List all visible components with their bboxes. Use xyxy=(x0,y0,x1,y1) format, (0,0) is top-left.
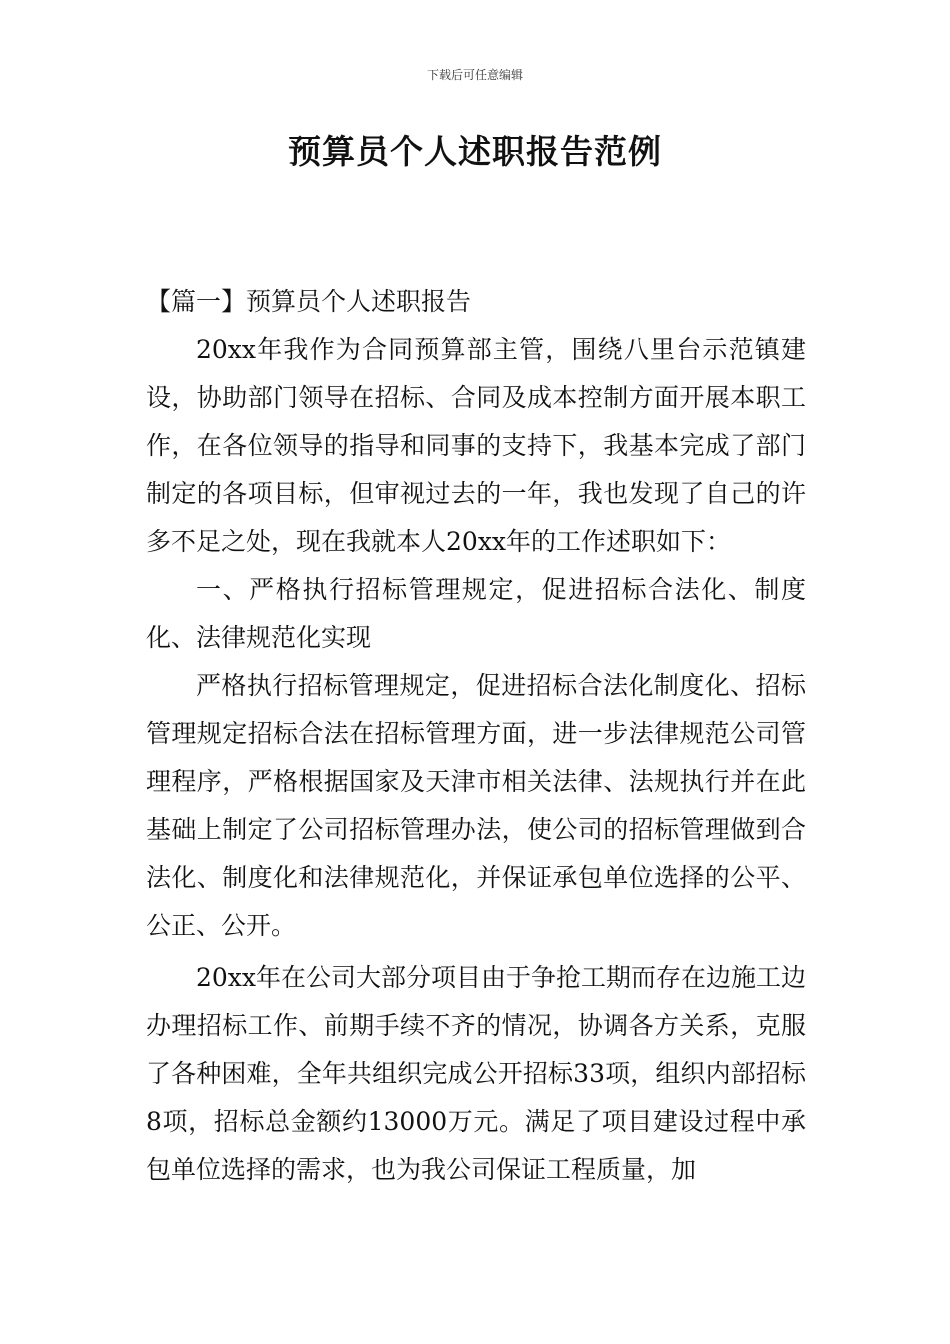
paragraph-tender-rules: 严格执行招标管理规定，促进招标合法化制度化、招标管理规定招标合法在招标管理方面，进一步法律规范公司管理程序，严格根据国家及天津市相关法律、法规执行并在此基础上制定了公司招标管理办法，使公司的招标管理做到合法化、制度化和法律规范化，并保证承包单位选择的公平、公正、公开。 xyxy=(146,671,806,940)
document-body xyxy=(146,278,806,1194)
header-note: 下载后可任意编辑 xyxy=(426,68,523,82)
section-heading: 【篇一】预算员个人述职报告 xyxy=(146,287,472,316)
paragraph-intro: 20xx年我作为合同预算部主管，围绕八里台示范镇建设，协助部门领导在招标、合同及成本控制方面开展本职工作，在各位领导的指导和同事的支持下，我基本完成了部门制定的各项目标，但审视过去的一年，我也发现了自己的许多不足之处，现在我就本人20xx年的工作述职如下： xyxy=(146,335,806,556)
paragraph-point-one: 一、严格执行招标管理规定，促进招标合法化、制度化、法律规范化实现 xyxy=(146,575,806,652)
paragraph-tender-results: 20xx年在公司大部分项目由于争抢工期而存在边施工边办理招标工作、前期手续不齐的情况，协调各方关系，克服了各种困难，全年共组织完成公开招标33项，组织内部招标8项，招标总金额约13000万元。满足了项目建设过程中承包单位选择的需求，也为我公司保证工程质量，加 xyxy=(146,963,807,1184)
document-title: 预算员个人述职报告范例 xyxy=(288,132,662,171)
